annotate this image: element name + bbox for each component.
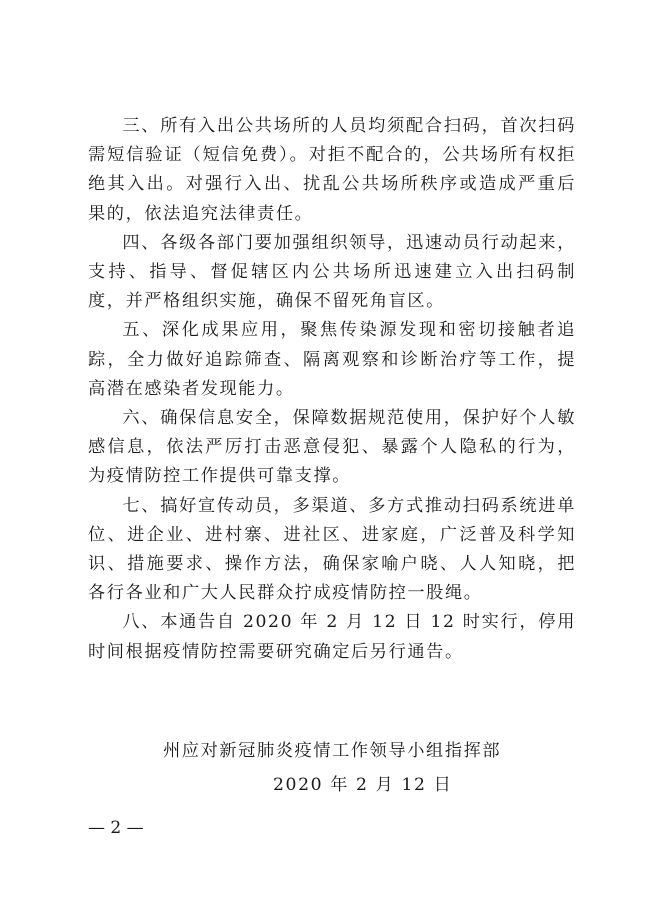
issue-date: 2020 年 2 月 12 日 xyxy=(273,775,453,795)
paragraph-8: 八、本通告自 2020 年 2 月 12 日 12 时实行，停用时间根据疫情防控需要研究确定后另行通告。 xyxy=(88,612,576,662)
issuing-organization: 州应对新冠肺炎疫情工作领导小组指挥部 xyxy=(163,741,502,761)
page-number: — 2 — xyxy=(88,818,144,838)
paragraph-6: 六、确保信息安全，保障数据规范使用，保护好个人敏感信息，依法严厉打击恶意侵犯、暴露个人隐私的行为，为疫情防控工作提供可靠支撑。 xyxy=(88,408,576,487)
paragraph-4: 四、各级各部门要加强组织领导，迅速动员行动起来，支持、指导、督促辖区内公共场所迅速建立入出扫码制度，并严格组织实施，确保不留死角盲区。 xyxy=(88,232,576,312)
paragraph-7: 七、搞好宣传动员，多渠道、多方式推动扫码系统进单位、进企业、进村寨、进社区、进家庭，广泛普及科学知识、措施要求、操作方法，确保家喻户晓、人人知晓，把各行各业和广大人民群众拧成疫情防控一股绳。 xyxy=(88,495,576,604)
paragraph-5: 五、深化成果应用，聚焦传染源发现和密切接触者追踪，全力做好追踪筛查、隔离观察和诊断治疗等工作，提高潜在感染者发现能力。 xyxy=(88,320,576,399)
notice-body xyxy=(88,112,576,667)
paragraph-3: 三、所有入出公共场所的人员均须配合扫码，首次扫码需短信验证（短信免费）。对拒不配合的，公共场所有权拒绝其入出。对强行入出、扰乱公共场所秩序或造成严重后果的，依法追究法律责任。 xyxy=(88,116,576,224)
